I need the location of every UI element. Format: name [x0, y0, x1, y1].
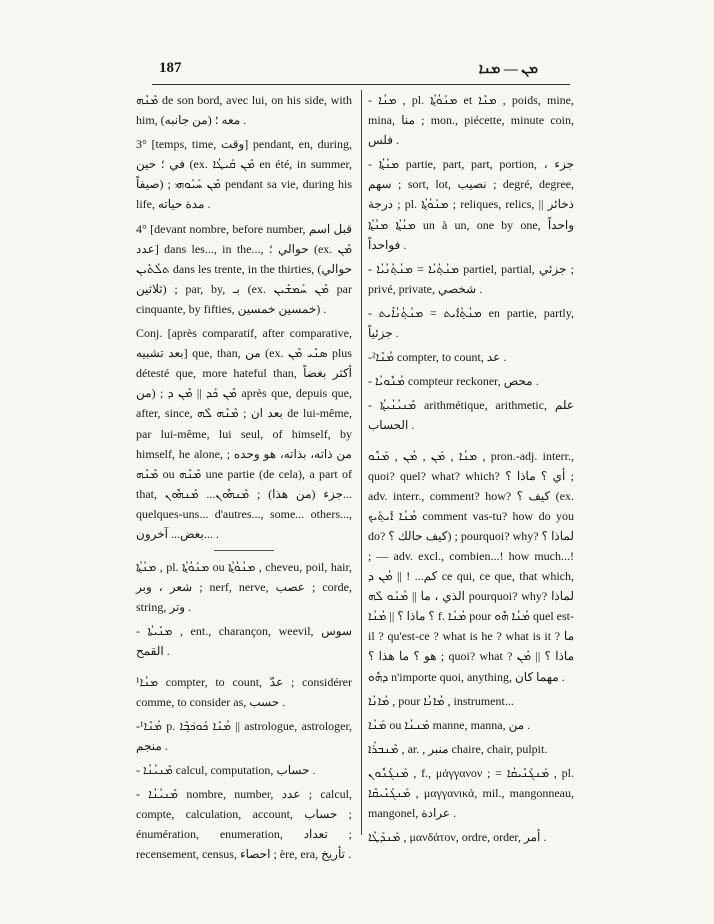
entry: - ܡܶܢܝܳܢܳܐ nombre, number, عدد ; calcul, compte, calculation, account, حساب ; énumération, enumeration, تعداد ; recensement, census, احصاء ; ère, era, تأريخ . [136, 787, 353, 862]
page-number: 187 [159, 60, 182, 76]
column-divider [361, 90, 362, 835]
entry: ܡܶܢܒܪܳܐ , ar. , منبر chaire, chair, pulpit. [368, 741, 548, 756]
entry: - ܡܢܳܐ , pl. ܡܢܰܘܳܬ݂ܳܐ et ܡܢܶܐ , poids, mine, mina, منا ; mon., piécette, minute coin, فلس . [368, 93, 575, 148]
separator [214, 550, 274, 551]
entry: - ܡܢܳܬ݂ܳܐܺܝܬ = ܡܢܳܬ݂ܳܢܳܐܺܝܬ en partie, partly, جزئياً . [368, 305, 574, 341]
entry: - ܡܢܳܬ݂ܳܐ partie, part, part, portion, جزء ، سهم ; sort, lot, نصيب ; degré, degree, درجة ; pl. ܡܢܰܘܳܬ݂ܳܐ ; reliques, relics, ذخائر || ܡܢܳܬ݂ܳܐ ܡܢܳܬ݂ܳܐ un à un, one by one, واحداً فواحداً . [368, 157, 575, 252]
entry: ܡܢܳܬ݂ܳܐ , pl. ܡܢܰܘܳܬ݂ܳܐ ou ܡܢܳܘܳܬ݂ܳܐ , cheveu, poil, hair, شعر ، وبر ; nerf, nerve, عصب ; corde, string, وتر . [136, 560, 353, 615]
entry: - ܡܶܢܝܳܢܳܐ calcul, computation, حساب . [136, 762, 316, 777]
entry: ܡܰܢܕܰܛܳܐ , μανδάτον, ordre, order, أمر . [368, 830, 547, 845]
entry: 3° [temps, time, وقت] pendant, en, during, في ؛ حين (ex. ܡܶܢ ܩܰܝܛܳܐ en été, in summer, صيفاً) ; ܡܶܢ ܚܰܝܰܘܗܝ pendant sa vie, during his life, مدة حياته . [136, 137, 352, 212]
entry: 4° [devant nombre, before number, قبل اسم عدد] dans les..., in the..., حوالي ؛ (ex. ܡܶܢ ܬܠܳܬܺܝܢ dans les trente, in the thirties, (حوالي ثلاثين) ; par, by, بـ (ex. ܡܶܢ ܚܰܡܫܺܝܢ par cinquante, by fifties, خمسين خمسين) . [136, 221, 352, 316]
left-column [136, 90, 352, 868]
entry: ¹ܡܢܳܐ compter, to count, عدّ ; considérer comme, to consider as, حسب . [136, 674, 352, 709]
entry: - ܡܢܳܬ݂ܳܝܳܐ = ܡܢܳܬ݂ܳܢܳܝܳܐ partiel, partial, جزئي ; privé, private, شخصي . [368, 261, 575, 296]
entry: Conj. [après comparatif, after comparative, بعد تشبيه] que, than, من (ex. ܣܢܺܝ ܡܶܢ plus détesté que, more hateful than, أكثر بغضاً من) ; ܡܶܢ ܟܰܕ || ܡܶܢ ܕ après que, depuis que, after, since, بعد ان ; ܡܶܢܶܗ ܠܶܗ de lui-même, par lui-même, lui seul, of himself, by himself, he alone, من ذاته، بذاته، هو وحده ; ܡܶܢܶܗ ou ܡܶܢܶܗ une partie (de cela), a part of that, جزء (من هذا) ; ܡܶܢܗܽܘܢ... ܡܶܢܗܽܘܢ... quelques-uns... d'autres..., some... others..., بعض... آخرون... . [136, 326, 353, 541]
running-head: ܡܢ — ܡܢܐ [478, 62, 538, 77]
entry: - ܡܢܺܝܬܳܐ , ent., charançon, weevil, سوس القمح . [136, 624, 353, 659]
right-column [368, 90, 574, 851]
entry: ܡܰܢܳܐ ou ܡܰܢܢܳܐ manne, manna, من . [368, 717, 531, 732]
header-rule [152, 84, 570, 85]
entry: ܡܳܐܢܳܐ , pour ܡܳܐܢܳܐ , instrument... [368, 693, 514, 708]
entry: -¹ܡܳܢܶܐ p. ܡܳܢܶܐ ܟܰܘܟ݁ܒ݂ܶܐ || astrologue, astrologer, منجم . [136, 718, 352, 753]
entry: - ܡܶܢܝܳܢܳܝܬ݂ܳܐ arithmétique, arithmetic, علم الحساب . [368, 398, 574, 433]
entry: ܡܢܳܐ , ܡܰܢ , ܡܳܢ , ܡܰܢܽܘ , pron.-adj. interr., quoi? quel? what? which? أي ؟ ماذا ؟ ; adv. interr., comment? how? كيف ؟ (ex. ܡܳܢܳܐ ܐܺܝܬ݂ܰܝܟ comment vas-tu? how do you do? كيف حالك ؟) ; pourquoi? why? لماذا ؟ ; — adv. excl., combien...! how much...! كم... ! || ܡܳܢ ܕ ce qui, ce que, that which, الذي ، ما || ܡܳܢܰܘ ܠܶܗ pourquoi? why? لماذا ؟ ماذا ؟ || ܡܳܢܳܐ f. ܡܳܢܳܐ pour ܡܳܢܳܐ ܗܽܘ quel est-il ? qu'est-ce ? what is he ? what is it ? ما هو ؟ ما هذا ؟ ; quoi? what ? ماذا ؟ || ܡܳܢ ܕܗܽܘ n'importe quoi, anything, مهما كان . [368, 448, 575, 684]
entry: ܡܶܢܶܗ de son bord, avec lui, on his side, with him, معه ؛ (من جانبه) . [136, 93, 352, 128]
entry: -²ܡܳܢܶܐ compter, to count, عد . [368, 350, 507, 365]
entry: ܡܰܢܓܰܢܽܘܢ , f., μάγγανον ; = ܡܰܢܓܰܢܺܝܩܳܐ , pl. ܡܰܢܓܰܢܺܝܩܶܐ , μαγγανικά, mil., mangonneau, mangonel, عرادة . [368, 765, 574, 821]
entry: - ܡܳܢܽܘܝܳܐ compteur reckoner, محص . [368, 374, 539, 389]
